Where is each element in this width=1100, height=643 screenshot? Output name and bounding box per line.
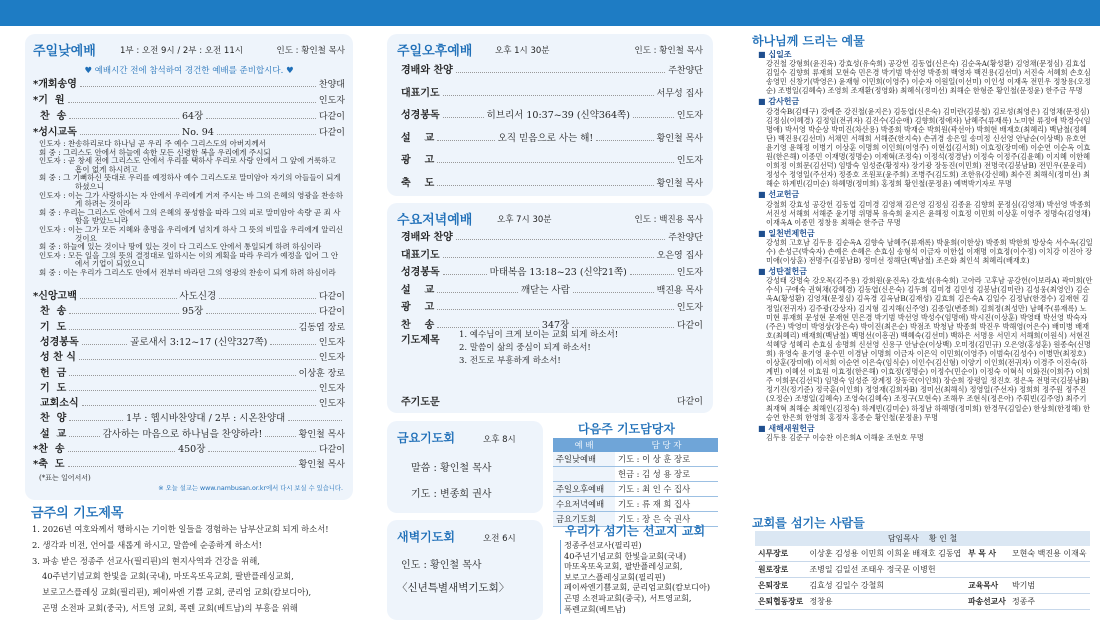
morning-order-row — [33, 424, 345, 440]
nw-row — [553, 482, 718, 497]
morning-order-item: No. 94 — [181, 127, 214, 138]
morning-order-row — [33, 393, 345, 409]
nw-service: 주일낮예배 — [553, 452, 615, 467]
morning-order-row — [33, 408, 345, 424]
wednesday-service-panel — [387, 203, 713, 413]
nw-row — [553, 497, 718, 512]
wednesday-order-person: 다같이 — [676, 320, 703, 331]
serving-table — [755, 531, 1090, 610]
serving-names: 이상훈 김성용 이민희 이희윤 배재호 김동엽 — [809, 549, 962, 558]
morning-order-person: 황인철 목사 — [298, 460, 345, 471]
serving-title: 교회를 섬기는 사람들 — [752, 516, 865, 530]
afternoon-order-row — [401, 128, 703, 144]
stand-note: (*표는 일어서서) — [39, 474, 91, 482]
wednesday-order-label: 설 교 — [401, 284, 435, 296]
wednesday-order-row — [401, 227, 703, 243]
serving-role: 은퇴장로 — [758, 581, 789, 590]
serving-role: 파송선교사 — [968, 597, 1006, 606]
weekly-prayer-list — [32, 522, 362, 617]
morning-order-label: 교회소식 — [33, 398, 79, 410]
prayer-item: 2. 생각과 비전, 언어를 새롭게 하시고, 말씀에 순종하게 하소서! — [32, 539, 262, 550]
serving-role: 교육목사 — [968, 581, 999, 590]
senior-pastor-label: 담임목사 — [887, 534, 919, 543]
wednesday-prayer-label: 기도제목 — [401, 335, 440, 346]
morning-service-panel — [25, 34, 353, 500]
friday-prayer-panel — [387, 421, 543, 513]
morning-order-top — [33, 74, 345, 138]
friday-sermon: 말씀 : 황인철 목사 — [411, 463, 492, 474]
offering-section-title: ■ 십일조 — [758, 50, 792, 59]
morning-order-person: 김동엽 장로 — [298, 322, 345, 333]
morning-order-person: 다같이 — [318, 307, 346, 318]
wednesday-prayer-item: 3. 전도로 부흥하게 하소서! — [459, 356, 561, 366]
dawn-prayer-panel — [387, 520, 543, 620]
morning-order-row — [33, 74, 345, 90]
wednesday-order-person: 인도자 — [676, 303, 703, 313]
offering-names: 김두용 김준구 이승찬 이은희A 이해윤 조현호 무명 — [766, 432, 924, 442]
offering-names: 강철희 강효성 공강헌 김동엽 김미경 김영채 김은영 김정심 김종윤 김향희 문정심(김영채) 박선영 박종희 서진성 서해희 서해준 윤기명 위명복 유숙희 윤지은 윤해정 이효정 이민희 이상훈 이영주 정명숙(김영채) 이재옥A 이종민 정창용 최해순 한주금 무명 — [766, 199, 1091, 227]
morning-order-item: 95장 — [181, 306, 204, 318]
morning-order-row — [33, 317, 345, 333]
mission-item: 보로고스플레싱교회(필리핀) — [564, 571, 666, 582]
afternoon-order-item: 히브리서 10:37~39 (신약364쪽) — [486, 110, 630, 121]
wednesday-order-person: 오은영 집사 — [656, 250, 703, 261]
morning-order-person: 다같이 — [318, 128, 345, 138]
top-bar — [0, 0, 1100, 26]
morning-order-item: 1부 : 헵시바찬양대 / 2부 : 시온찬양대 — [126, 413, 286, 425]
serving-role — [965, 562, 1009, 578]
friday-time: 오후 8시 — [483, 435, 516, 445]
wednesday-order-person: 인도자 — [676, 268, 704, 278]
prayer-item: 3. 파송 받은 정종주 선교사(필리핀)의 현지사역과 건강을 위해, — [32, 555, 260, 566]
wednesday-order-row — [401, 280, 703, 296]
nw-service: 수요저녁예배 — [553, 497, 615, 512]
wednesday-order-label: 경배와 찬양 — [401, 232, 453, 243]
missions-title: 우리가 섬기는 선교지 교회 — [565, 524, 706, 538]
morning-order-label: *기 원 — [33, 95, 65, 106]
morning-order-item: 64장 — [181, 111, 204, 122]
wednesday-title: 수요저녁예배 — [397, 213, 473, 228]
nw-row — [553, 452, 718, 467]
afternoon-order-row — [401, 173, 703, 189]
morning-banner: ♥ 예배시간 전에 참석하여 경건한 예배를 준비합시다. ♥ — [84, 66, 294, 76]
mission-item: 페이싸엔기쁨교회, 쿤리엄교회(캄보디아) — [564, 582, 711, 593]
afternoon-order-label: 경배와 찬양 — [401, 65, 453, 76]
wednesday-order-label: 광 고 — [401, 302, 435, 313]
morning-order-label: *신앙고백 — [33, 291, 77, 302]
wednesday-order-item: 347장 — [541, 319, 570, 331]
dawn-special: 〈신년특별새벽기도회〉 — [397, 582, 510, 594]
prayer-item: 곤명 소전파 교회(중국), 서트영 교회, 폭렌 교회(베트남)의 부흥을 위해 — [42, 602, 298, 613]
morning-order-label: 설 교 — [33, 428, 67, 440]
morning-order-label: 성 찬 식 — [33, 352, 76, 364]
offering-section-title: ■ 감사헌금 — [758, 97, 800, 107]
morning-order-label: *축 도 — [33, 459, 65, 471]
wednesday-order-person: 백진용 목사 — [656, 285, 703, 296]
wednesday-order-row — [401, 245, 703, 261]
afternoon-order-row — [401, 105, 703, 121]
nw-person: 기도 : 최 인 수 집사 — [618, 484, 691, 494]
serving-names: 정종주 — [1011, 597, 1036, 606]
wednesday-prayer-item: 1. 예수님이 크게 보이는 교회 되게 하소서! — [459, 330, 619, 340]
responsive-line: 인도자 : 이는 그가 모든 지혜와 총명을 우리에게 넘치게 하사 그 뜻의 비밀을 우리에게 알리신 것이요 — [39, 224, 343, 243]
dawn-time: 오전 6시 — [483, 534, 516, 544]
morning-order-row — [33, 90, 345, 106]
serving-role: 시무장로 — [758, 549, 789, 558]
friday-prayer: 기도 : 변종희 권사 — [411, 489, 492, 500]
offering-names: 강성태 강명숙 강오목(김주용) 강희원(윤진옥) 강효성(유숙희) 고아라 고후남 공강헌(이보라A) 곽미희(안수식) 구애숙 권혁채(강혜경) 김동엽(신은숙) 김두희 김미경 김민성 김봉남(김미란) 김성웅(최영인) 김순옥A(황성환) 김영채(문정심) 김옥경 김옥남B(김재성) 김효희 김은숙A 김일수 김정남(한경수) 김재현 김정일(전귀자) 김주광(강상자) 김지형 김지해(신주영) 김종일(변종희) 김희정(최성만) 남혜주(류재록) 노미현 류재희 문성현 문재현 민은경 박기범 박선영 박성수(임명애) 박시진(이상훈) 박영태 박선영 박숙자(주은) 박영미 박영상(장은숙) 박이진(최은순) 박점조 박청남 박종희 박진우 박해영(어은수) 배미병 배재호(최혜리) 배재희(백남철) 백명선(이흥권) 백혜숙(김선미) 백하은 서명용 서민지 서해희(이원식) 서현진 석혜당 성혜리 손효심 송명희 신선영 신용구 안남순(이상백) 오미정(김민규) 오은영(홍성훈) 원종숙(신명희) 유영숙 윤기영 윤수민 이경남 이명희 이금자 이은익 이민희(이영주) 이범숙(김성수) 이병만(최정호) 이상훈(장미애) 이서희 이순연 이은숙(임식순) 이인수(김신형) 이양기 이인희(전귀자) 이경주 이진숙(하계빈) 이혜선 이효원 이효정(한은해) 이효정(정명순) 이정수(민순이) 이정숙 이혁식 이화진(이희주) 이희주 이희문(김선덕) 임명숙 임성준 장계정 장동국(이인희) 장순희 장평일 정진호 정은옥 전명국(김봉남B) 정기진(정기준) 정국훈(이인희) 정영재(김희자B) 정미선(최해식) 정영일(주선자) 정희희 정주원 정주진(오정순) 조병일(김혜숙) 조영숙(김혜숙) 조정구(모현숙) 조해우 조현식(정은아) 주휘빈(김주영) 최주기 최재혁 최해순 최해인(김정숙) 하계빈(김미순) 하정남 하해명(정미희) 한경무(김일순) 한상희(한정해) 한승연 한은희 한영희 홍정자 홍종순 황인철(문정윤) 무명 — [766, 276, 1093, 422]
offering-list — [758, 48, 1093, 442]
afternoon-order-person: 주찬양단 — [668, 66, 703, 76]
serving-names: 조병일 김일선 조태우 정국문 이병헌 — [809, 565, 936, 574]
afternoon-order-person: 인도자 — [676, 156, 703, 166]
offering-title: 하나님께 드리는 예물 — [752, 34, 865, 48]
nw-header-person: 담 당 자 — [651, 441, 682, 451]
morning-order-item: 450장 — [178, 444, 206, 455]
responsive-line: 인도자 : 찬송하리로다 하나님 곧 우리 주 예수 그리스도의 아버지께서 — [39, 139, 266, 148]
serving-role: 부 목 사 — [968, 549, 997, 558]
afternoon-order-row — [401, 83, 703, 99]
afternoon-order-person: 서무성 집사 — [656, 88, 703, 99]
morning-order-row — [33, 363, 345, 379]
responsive-line: 회 중 : 하늘에 있는 것이나 땅에 있는 것이 다 그리스도 안에서 통일되게 하려 하심이라 — [39, 242, 322, 252]
morning-time: 1부 : 오전 9시 / 2부 : 오전 11시 — [120, 46, 243, 56]
offering-section-title: ■ 선교헌금 — [758, 190, 800, 200]
responsive-line: 인도자 : 곧 창세 전에 그리스도 안에서 우리를 택하사 우리로 사랑 안에서 그 앞에 거룩하고 흠이 없게 하시려고 — [39, 156, 336, 174]
prayer-item: 40주년기념교회 한빛을 교회(국내), 마또옥또옥교회, 팔반플레싱교회, — [42, 571, 294, 582]
morning-order-row — [33, 378, 345, 394]
prayer-item: 보로고스플레싱 교회(필리핀), 페이싸엔 기쁨 교회, 쿤리엄 교회(캄보디아), — [42, 587, 312, 598]
next-week-table — [553, 438, 718, 527]
morning-title: 주일낮예배 — [33, 44, 96, 59]
nw-person: 기도 : 이 상 훈 장로 — [618, 454, 691, 464]
wednesday-order-person: 주찬양단 — [668, 233, 703, 243]
mission-item: 40주년기념교회 한빛을교회(국내) — [564, 550, 687, 561]
morning-order-label: 기 도 — [33, 321, 67, 333]
responsive-line: 회 중 : 그 기뻐하신 뜻대로 우리를 예정하사 예수 그리스도로 말미암아 자기의 아들들이 되게 하셨으니 — [39, 173, 341, 191]
offering-section-title: ■ 새해새원헌금 — [758, 423, 815, 433]
mission-item: 곤명 소전파교회(중국), 서트영교회, — [564, 592, 692, 603]
offering-names: 강경숙B(김태구) 강예준 강진철(윤지은) 김동엽(신은숙) 김미란(김봉철) 김로성(최영은) 김영채(문정심) 김정심(이혜경) 김정임(전귀자) 김진수(김순애) 김향희(정애자) 남혜주(류재록) 노미현 류정애 박경수(임명애) 박서영 박순상 박미진(차산용) 박종희 박재순 박희원(곽선아) 박희현 배재호(최혜리) 백남철(정혜단) 백진용(김선미) 서채민 서해희 서해준(한지숙) 손귀경 송은일 송미정 신선영 안남순(이상백) 유호연 윤기영 윤해정 이병기 이상훈 이명희 이인희(이영주) 이현섭(김서희) 이효정(장미애) 이순연 이순옥 이효원(한은해) 이종민 이재명(정명순) 이재혁(조정숙) 이정석(정경남) 이정숙 이정주(김윤혜) 이지혜 이한혜 이희정 이희문(김선덕) 임방숙 임성준(황정자) 장기광 장동진(이민희) 전명국(김봉남B) 전민우(문윤리) 정성수 정영일(주선자) 정종호 조원포(윤주희) 조병주(김도희) 조한유(강신혜) 최수진 최해식(정미선) 최해순 하계빈(김미순) 하혜명(정미희) 홍정희 황인철(문정윤) 예벽박기자로 무명 — [766, 106, 1091, 189]
responsive-line: 회 중 : 이는 우리가 그리스도 안에서 전부터 바라던 그의 영광의 찬송이 되게 하려 하심이라 — [39, 267, 336, 277]
afternoon-order-person: 인도자 — [676, 111, 704, 121]
wednesday-time: 오후 7시 30분 — [497, 215, 552, 225]
senior-pastor-name: 황 인 철 — [928, 534, 958, 543]
afternoon-order-label: 광 고 — [401, 155, 435, 166]
afternoon-leader: 인도 : 황인철 목사 — [634, 46, 703, 56]
afternoon-order — [401, 60, 703, 190]
morning-order-label: *찬 송 — [33, 444, 65, 455]
morning-order-row — [33, 454, 345, 470]
dawn-title: 새벽기도회 — [397, 530, 455, 544]
mission-item: 정종주선교사(필리핀) — [564, 540, 642, 550]
morning-order-person: 찬양대 — [318, 80, 345, 90]
morning-leader: 인도 : 황인철 목사 — [276, 46, 345, 56]
morning-order-person: 이상훈 장로 — [298, 368, 345, 379]
weekly-prayer-title: 금주의 기도제목 — [31, 506, 124, 521]
nw-person: 기도 : 장 은 숙 권사 — [618, 514, 691, 524]
morning-order-row — [33, 301, 345, 317]
morning-order-bottom — [33, 286, 345, 486]
wednesday-prayer-list — [459, 329, 618, 368]
serving-row — [755, 594, 1090, 610]
responsive-line: 인도자 : 이는 그가 사랑하시는 자 안에서 우리에게 거저 주시는 바 그의 은혜의 영광을 찬송하게 하려는 것이라 — [39, 190, 343, 209]
serving-names: 정창용 — [809, 597, 833, 606]
lords-prayer-right: 다같이 — [676, 397, 703, 407]
serving-names: 박기범 — [1011, 581, 1036, 590]
morning-order-label: 기 도 — [33, 382, 67, 394]
afternoon-title: 주일오후예배 — [397, 44, 473, 59]
morning-order-row — [33, 332, 345, 348]
wednesday-order-row — [401, 297, 703, 313]
prayer-item: 1. 2026년 여호와께서 행하시는 기이한 일들을 경험하는 남부산교회 되게 하소서! — [32, 524, 329, 534]
wednesday-order — [401, 227, 703, 339]
offering-section-title: ■ 성탄절헌금 — [758, 267, 807, 277]
morning-order-label: *개회송영 — [33, 79, 77, 90]
afternoon-order-label: 대표기도 — [401, 87, 440, 99]
morning-order-row — [33, 106, 345, 122]
morning-order-person: 다같이 — [318, 292, 345, 302]
morning-order-person: 황인철 목사 — [298, 429, 345, 440]
afternoon-time: 오후 1시 30분 — [495, 46, 550, 56]
next-week-title: 다음주 기도담당자 — [578, 422, 675, 436]
serving-row — [755, 562, 1090, 578]
morning-order-person: 인도자 — [318, 337, 346, 348]
morning-order-label: 헌 금 — [33, 367, 67, 379]
morning-order-label: 찬 송 — [33, 306, 67, 318]
serving-names: 김효성 김일수 강철희 — [809, 581, 885, 590]
afternoon-order-label: 설 교 — [401, 132, 435, 144]
serving-names: 모현숙 백진용 이재욱 — [1011, 549, 1087, 558]
afternoon-order-row — [401, 150, 703, 166]
mission-item: 폭렌교회(베트남) — [564, 603, 626, 614]
afternoon-order-label: 축 도 — [401, 177, 435, 189]
afternoon-order-row — [401, 60, 703, 76]
wednesday-order-label: 찬 송 — [401, 319, 435, 331]
responsive-line: 회 중 : 우리는 그리스도 안에서 그의 은혜의 풍성함을 따라 그의 피로 말미암아 속량 곧 죄 사함을 받았느니라 — [39, 207, 341, 226]
morning-order-person: 인도자 — [318, 96, 345, 106]
morning-order-item: 감사하는 마음으로 하나님을 찬양하라! — [102, 428, 263, 440]
morning-order-person: 인도자 — [318, 353, 345, 364]
morning-order-row — [33, 439, 345, 455]
nw-row — [553, 467, 718, 482]
morning-order-row — [33, 122, 345, 138]
offering-section-title: ■ 일천번제헌금 — [758, 228, 815, 238]
wednesday-order-row — [401, 262, 703, 278]
serving-row — [755, 578, 1090, 594]
morning-order-person: 인도자 — [318, 383, 345, 394]
offering-names: 강진철 강형희(윤진옥) 강효성(유숙희) 공강헌 김동엽(신은숙) 김순옥A(황성환) 김영채(문정심) 김효섭 김일수 김향희 류재희 모현숙 민은경 박기범 박선영 박종희 백영자 백진용(김선미) 서진숙 서혜희 손호심 송영민 신창기(박영은) 윤재형 이민희(이영주) 이순자 이원일(이선미) 이인성 이재옥 전민우 정창용(오정순) 조병일(김혜숙) 조영희 조재환(정영화) 최혜식(정미선) 최해순 한형준 황인철(문정윤) 한주금 무명 — [766, 59, 1091, 96]
nw-service — [553, 467, 615, 482]
wednesday-order-label: 성경봉독 — [401, 267, 440, 278]
serving-role: 은퇴협동장로 — [758, 597, 804, 606]
afternoon-service-panel — [387, 34, 713, 196]
morning-order-item: 골로새서 3:12~17 (신약327쪽) — [130, 336, 268, 348]
wednesday-prayer-item: 2. 말씀이 삶의 중심이 되게 하소서! — [459, 343, 591, 353]
afternoon-order-person: 황인철 목사 — [656, 133, 704, 144]
serving-role: 원로장로 — [758, 565, 789, 574]
offering-names: 강성희 고호남 김두용 김순옥A 김향숙 남혜주(류재록) 박윤희(이한상) 박종희 박한희 방상숙 서수옥(김일수) 손성근(박숙자) 손예은 손혜은 손효심 송형석 이금자 이한섭 이재명 이효정(이수정) 이치강 이진아 장미애(이상훈) 전명주(김봉남B) 정미선 정해단(백남철) 조은화 최인석 최혜리(배재호) — [766, 237, 1093, 266]
morning-order-row — [33, 286, 345, 302]
morning-order-label: 성경봉독 — [33, 336, 79, 348]
morning-order-label: *성시교독 — [33, 127, 77, 138]
morning-order-item: 사도신경 — [179, 291, 217, 302]
afternoon-order-label: 성경봉독 — [401, 110, 440, 121]
wednesday-order-label: 대표기도 — [401, 249, 440, 261]
wednesday-order-item: 깨닫는 사람 — [521, 284, 570, 296]
responsive-line: 인도자 : 모든 일을 그의 뜻의 결정대로 일하시는 이의 계획을 따라 우리가 예정을 입어 그 안에서 기업이 되었으니 — [39, 250, 339, 269]
nw-service: 주일오후예배 — [553, 482, 615, 497]
morning-order-person: 다같이 — [318, 445, 346, 455]
dawn-leader: 인도 : 황인철 목사 — [401, 560, 482, 571]
wednesday-leader: 인도 : 백진용 목사 — [634, 215, 703, 225]
mission-item: 마또옥또옥교회, 팔반플레싱교회, — [564, 561, 683, 572]
nw-person: 기도 : 류 재 희 집사 — [618, 499, 691, 509]
serving-names — [1009, 562, 1090, 578]
nw-service: 금요기도회 — [553, 512, 615, 527]
lords-prayer-label: 주기도문 — [401, 397, 440, 408]
morning-order-label: 찬 양 — [33, 413, 67, 425]
responsive-line: 회 중 : 그리스도 안에서 하늘에 속한 모든 신령한 복을 우리에게 주시되 — [39, 147, 271, 157]
morning-order-person: 다같이 — [318, 112, 346, 122]
wednesday-order-item: 마태복음 13:18~23 (신약21쪽) — [489, 267, 627, 278]
friday-title: 금요기도회 — [397, 431, 455, 445]
morning-order-label: 찬 송 — [33, 111, 67, 122]
responsive-reading — [39, 140, 345, 278]
afternoon-order-person: 황인철 목사 — [656, 178, 703, 189]
serving-row — [755, 546, 1090, 562]
missions-list — [560, 540, 718, 614]
morning-order-person: 인도자 — [318, 399, 345, 410]
nw-header-service: 예 배 — [574, 441, 594, 451]
morning-order-row — [33, 347, 345, 363]
afternoon-order-item: 오직 믿음으로 사는 해! — [497, 132, 594, 144]
sermon-replay-note: ※ 오늘 설교는 www.nambusan.or.kr에서 다시 보실 수 있습니다. — [158, 485, 343, 492]
nw-person: 헌금 : 김 성 용 장로 — [618, 469, 691, 479]
